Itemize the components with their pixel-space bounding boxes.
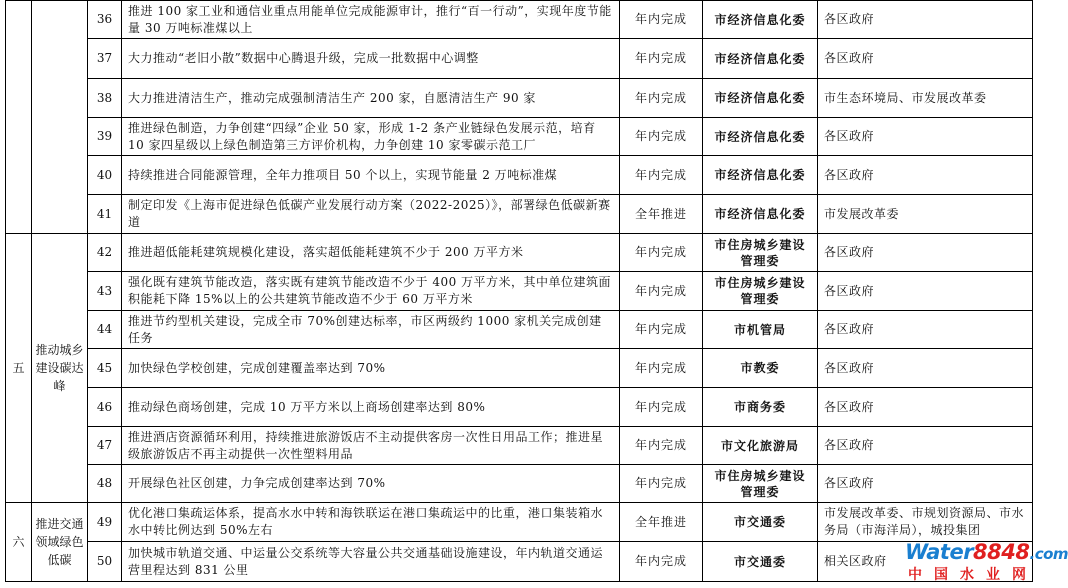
coop-unit-cell: 市发展改革委、市规划资源局、市水务局（市海洋局），城投集团 [818,503,1033,542]
table-row [6,156,1033,195]
time-cell: 年内完成 [620,388,703,427]
row-number: 42 [88,234,122,272]
time-cell: 年内完成 [620,79,703,118]
section-number [6,1,32,234]
table-row [6,195,1033,234]
task-cell: 加快绿色学校创建，完成创建覆盖率达到 70% [122,349,620,388]
task-cell: 强化既有建筑节能改造，落实既有建筑节能改造不少于 400 万平方米，其中单位建筑面积能耗下降 15%以上的公共建筑节能改造不少于 60 万平方米 [122,272,620,311]
task-cell: 推进超低能耗建筑规模化建设，落实超低能耗建筑不少于 200 万平方米 [122,234,620,272]
time-cell: 年内完成 [620,234,703,272]
coop-unit-cell: 各区政府 [818,311,1033,349]
section-theme [32,1,88,234]
task-cell: 大力推动“老旧小散”数据中心腾退升级，完成一批数据中心调整 [122,39,620,79]
table-row [6,79,1033,118]
coop-unit-cell: 各区政府 [818,465,1033,503]
row-number: 40 [88,156,122,195]
row-number: 38 [88,79,122,118]
lead-unit-cell: 市机管局 [703,311,818,349]
time-cell: 年内完成 [620,1,703,39]
row-number: 46 [88,388,122,427]
row-number: 39 [88,118,122,156]
lead-unit-cell: 市经济信息化委 [703,118,818,156]
table-row [6,542,1033,582]
task-cell: 推进绿色制造，力争创建“四绿”企业 50 家，形成 1-2 条产业链绿色发展示范，培育 10 家四星级以上绿色制造第三方评价机构，力争创建 10 家零碳示范工厂 [122,118,620,156]
lead-unit-cell: 市经济信息化委 [703,39,818,79]
table-row [6,118,1033,156]
time-cell: 年内完成 [620,349,703,388]
task-cell: 推进酒店资源循环利用，持续推进旅游饭店不主动提供客房一次性日用品工作；推进星级旅游饭店不再主动提供一次性塑料用品 [122,427,620,465]
coop-unit-cell: 各区政府 [818,39,1033,79]
row-number: 37 [88,39,122,79]
row-number: 49 [88,503,122,542]
lead-unit-cell: 市商务委 [703,388,818,427]
coop-unit-cell: 各区政府 [818,156,1033,195]
task-cell: 制定印发《上海市促进绿色低碳产业发展行动方案（2022-2025）》，部署绿色低碳新赛道 [122,195,620,234]
task-cell: 推进节约型机关建设，完成全市 70%创建达标率，市区两级约 1000 家机关完成创建任务 [122,311,620,349]
row-number: 50 [88,542,122,582]
lead-unit-cell: 市经济信息化委 [703,156,818,195]
task-cell: 优化港口集疏运体系，提高水水中转和海铁联运在港口集疏运中的比重，港口集装箱水水中转比例达到 50%左右 [122,503,620,542]
coop-unit-cell: 各区政府 [818,272,1033,311]
task-cell: 推动绿色商场创建，完成 10 万平方米以上商场创建率达到 80% [122,388,620,427]
coop-unit-cell: 各区政府 [818,118,1033,156]
time-cell: 年内完成 [620,39,703,79]
row-number: 36 [88,1,122,39]
lead-unit-cell: 市住房城乡建设管理委 [703,465,818,503]
watermark-brand-text: Water [905,540,974,564]
watermark-logo [905,540,1068,586]
lead-unit-cell: 市教委 [703,349,818,388]
time-cell: 年内完成 [620,118,703,156]
row-number: 47 [88,427,122,465]
task-cell: 推进 100 家工业和通信业重点用能单位完成能源审计，推行“百一行动”，实现年度节能量 30 万吨标准煤以上 [122,1,620,39]
time-cell: 全年推进 [620,195,703,234]
watermark-brand-tld: .com [1029,545,1068,563]
table-row [6,1,1033,39]
coop-unit-cell: 各区政府 [818,427,1033,465]
time-cell: 年内完成 [620,542,703,582]
coop-unit-cell: 市发展改革委 [818,195,1033,234]
coop-unit-cell: 各区政府 [818,1,1033,39]
table-row [6,349,1033,388]
time-cell: 年内完成 [620,156,703,195]
table-row [6,503,1033,542]
task-cell: 大力推进清洁生产，推动完成强制清洁生产 200 家，自愿清洁生产 90 家 [122,79,620,118]
table-row [6,272,1033,311]
task-cell: 开展绿色社区创建，力争完成创建率达到 70% [122,465,620,503]
time-cell: 年内完成 [620,465,703,503]
coop-unit-cell: 各区政府 [818,234,1033,272]
task-table [5,0,1038,583]
table-row [6,234,1033,272]
section-theme: 推动城乡建设碳达峰 [32,234,88,503]
row-number: 45 [88,349,122,388]
table-row [6,311,1033,349]
lead-unit-cell: 市住房城乡建设管理委 [703,234,818,272]
lead-unit-cell: 市交通委 [703,503,818,542]
time-cell: 年内完成 [620,272,703,311]
watermark-brand [905,540,1068,564]
lead-unit-cell: 市经济信息化委 [703,79,818,118]
row-number: 48 [88,465,122,503]
coop-unit-cell: 各区政府 [818,349,1033,388]
table-row [6,39,1033,79]
table-row [6,427,1033,465]
section-theme: 推进交通领域绿色低碳 [32,503,88,582]
lead-unit-cell: 市经济信息化委 [703,1,818,39]
watermark-cn: 中国水业网 [908,567,1038,583]
table-row [6,465,1033,503]
lead-unit-cell: 市经济信息化委 [703,195,818,234]
section-number: 五 [6,234,32,503]
table-row [6,388,1033,427]
section-number: 六 [6,503,32,582]
lead-unit-cell: 市文化旅游局 [703,427,818,465]
row-number: 44 [88,311,122,349]
coop-unit-cell: 各区政府 [818,388,1033,427]
time-cell: 年内完成 [620,427,703,465]
row-number: 43 [88,272,122,311]
coop-unit-cell: 市生态环境局、市发展改革委 [818,79,1033,118]
task-cell: 加快城市轨道交通、中运量公交系统等大容量公共交通基础设施建设，年内轨道交通运营里程达到 831 公里 [122,542,620,582]
task-cell: 持续推进合同能源管理，全年力推项目 50 个以上，实现节能量 2 万吨标准煤 [122,156,620,195]
watermark-brand-number: 8848 [973,540,1030,564]
time-cell: 全年推进 [620,503,703,542]
lead-unit-cell: 市住房城乡建设管理委 [703,272,818,311]
coop-unit-cell: 相关区政府 [818,542,1033,582]
time-cell: 年内完成 [620,311,703,349]
lead-unit-cell: 市交通委 [703,542,818,582]
row-number: 41 [88,195,122,234]
